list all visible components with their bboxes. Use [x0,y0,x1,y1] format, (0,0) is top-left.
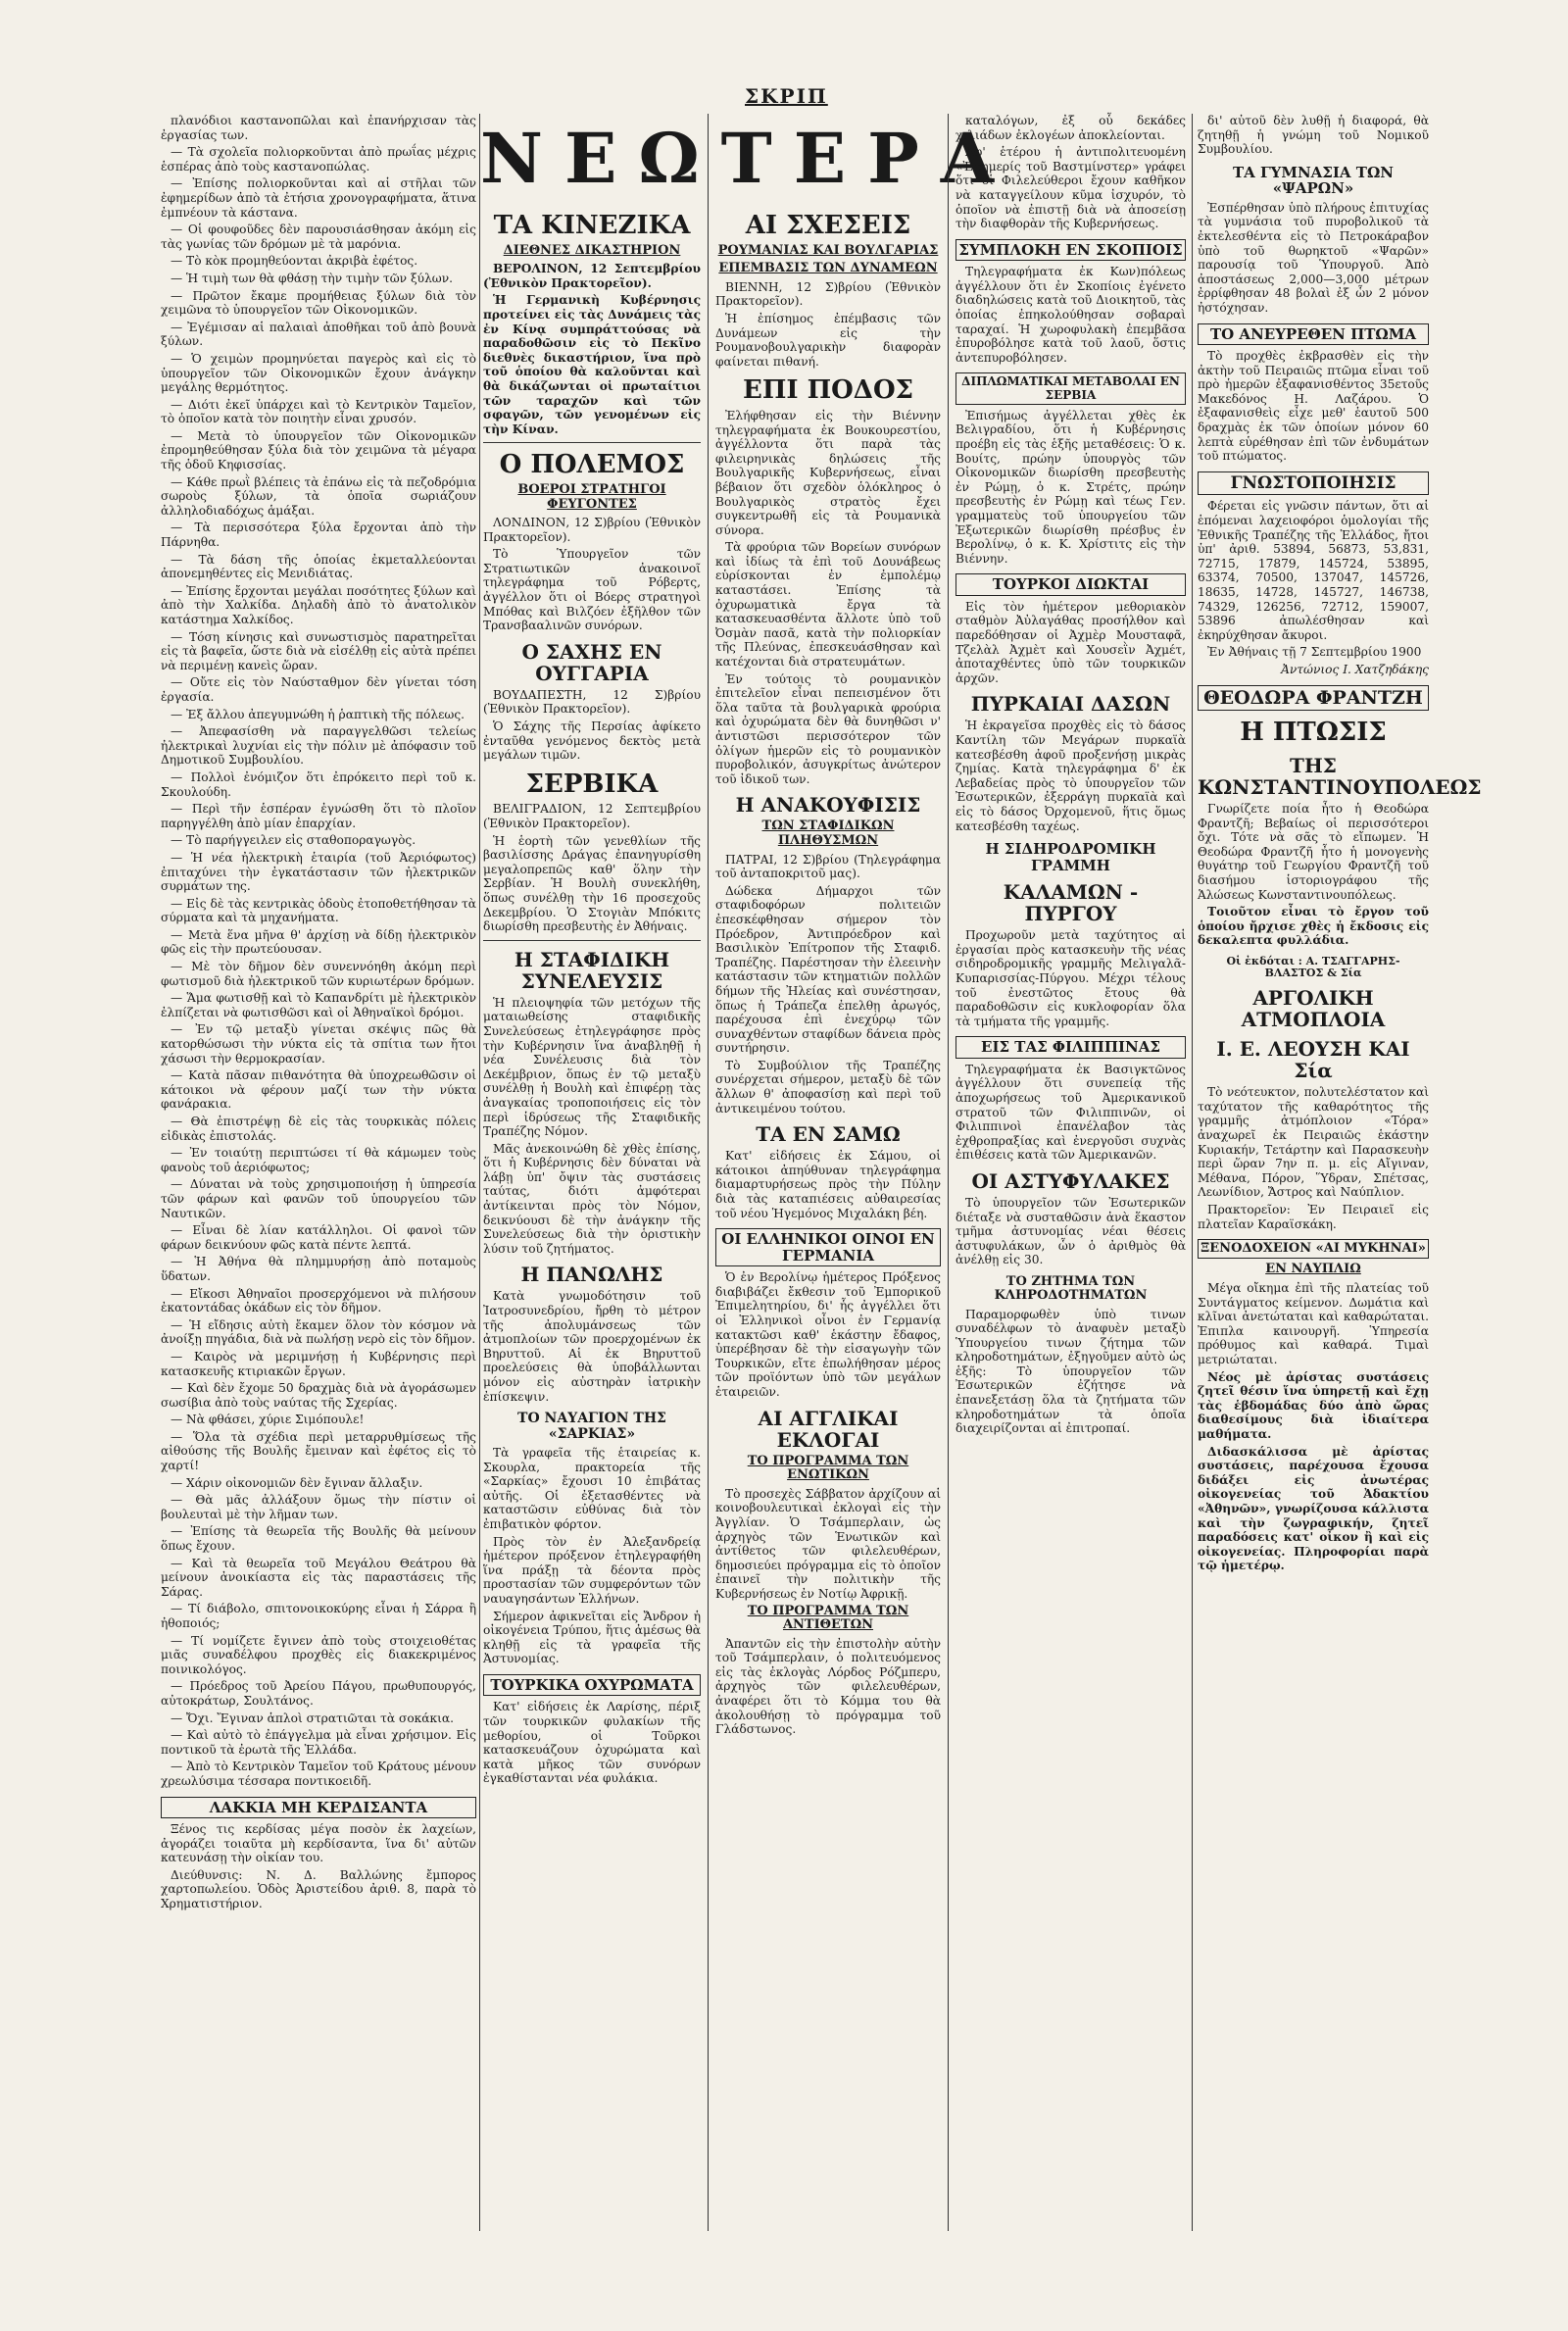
ad-body [161,1822,476,1911]
news-brief: — Θὰ μᾶς ἀλλάξουν ὅμως τὴν πίστιν οἱ βουλευταὶ μὲ τὴν λῆμαν των. [161,1493,476,1521]
article-text: δι' αὐτοῦ δὲν λυθῇ ἡ διαφορά, θὰ ζητηθῇ ἡ γνώμη τοῦ Νομικοῦ Συμβουλίου. [1198,114,1429,157]
news-brief: — Εἶναι δὲ λίαν κατάλληλοι. Οἱ φανοὶ τῶν φάρων δεικνύουν φῶς κατὰ πέντε λεπτά. [161,1223,476,1252]
section-heading: ΟΙ ΑΣΤΥΦΥΛΑΚΕΣ [971,1168,1170,1193]
news-brief: — Εἴκοσι Ἀθηναῖοι προσερχόμενοι νὰ πιλήσουν ἐκατοντάδας ὀκάδων εἰς τὸν δῆμον. [161,1286,476,1315]
news-brief: — Ἐν τῷ μεταξὺ γίνεται σκέψις πῶς θὰ κατορθώσωσι τὴν νύκτα εἰς τὰ σπίτια των ἤτοι χάσωσι τὴν θερμοκρασίαν. [161,1022,476,1066]
section-subheading: ΕΝ ΝΑΥΠΛΙΩ [1265,1262,1361,1277]
section-subheading: ΒΟΕΡΟΙ ΣΤΡΑΤΗΓΟΙ ΦΕΥΓΟΝΤΕΣ [517,481,666,512]
section-heading: ΑΙ ΣΧΕΣΕΙΣ [745,211,911,240]
section-heading: ΤΟ ΑΝΕΥΡΕΘΕΝ ΠΤΩΜΑ [1198,323,1429,346]
article-text: Σήμερον ἀφικνεῖται εἰς Ἄνδρον ἡ οἰκογένεια Τρύπου, ἥτις ἀμέσως θὰ κληθῇ εἰς τὰ γραφεῖα τῆς Ἀστυνομίας. [483,1609,701,1666]
news-brief: — Τί διάβολο, σπιτονοικοκύρης εἶναι ἡ Σάρρα ἢ ἠθοποιός; [161,1602,476,1630]
article-text: Τὸ προχθὲς ἐκβρασθὲν εἰς τὴν ἀκτὴν τοῦ Πειραιῶς πτῶμα εἶναι τοῦ πρὸ ἡμερῶν ἐξαφανισθέντος 35ετοῦς Μακεδόνος Η. Λαζάρου. Ὁ ἐξαφανισθεὶς εἶχε μεθ' ἑαυτοῦ 500 δραχμὰς ἐκ τῶν ὁποίων μόνον 60 λεπτὰ εὑρέθησαν ἐπὶ τῶν ἐνδυμάτων τοῦ πτώματος. [1198,349,1429,464]
section-heading: ΠΥΡΚΑΙΑΙ ΔΑΣΩΝ [970,692,1171,717]
section-heading: ΤΑ ΕΝ ΣΑΜΩ [756,1122,901,1147]
signature: Ἀντώνιος Ι. Χατζηδάκης [1281,663,1429,676]
column-5 [1198,114,1482,2241]
news-brief: — Οὔτε εἰς τὸν Ναύσταθμον δὲν γίνεται τόση ἐργασία. [161,675,476,704]
column-rule [479,114,480,2231]
column-4 [956,114,1186,2241]
news-brief: — Καὶ τὰ θεωρεῖα τοῦ Μεγάλου Θεάτρου θὰ μείνουν ἀνοικίαστα εἰς τὰς παραστάσεις τῆς Σάρας. [161,1556,476,1599]
news-brief: — Ἐπίσης ἔρχονται μεγάλαι ποσότητες ξύλων καὶ ἀπὸ τὴν Χαλκίδα. Δηλαδὴ ἀπὸ τὸ ἀνατολικὸν κατάστημα Χαλκίδος. [161,583,476,626]
section-heading: ΘΕΟΔΩΡΑ ΦΡΑΝΤΖΗ [1198,685,1429,712]
news-brief: πλανόδιοι καστανοπῶλαι καὶ ἐπανήρχισαν τὰς ἐργασίας των. [161,114,476,142]
article-text: Εἰς τὸν ἡμέτερον μεθοριακὸν σταθμὸν Ἀὐλαγάθας προσήλθον καὶ παρεδόθησαν οἱ Ἀχμὲρ Μουσταφᾶ, Τζελὰλ Ἀχμὲτ καὶ Χουσεῒν Ἀχμέτ, ἀποταχθέντες ὑπὸ τῶν τουρκικῶν ἀρχῶν. [956,599,1186,685]
news-brief: — Τὸ κὸκ προμηθεύονται ἀκριβὰ ἐφέτος. [171,254,418,269]
news-brief: — Πρόεδρος τοῦ Ἀρείου Πάγου, πρωθυπουργός, αὐτοκράτωρ, Σουλτάνος. [161,1679,476,1708]
article-text: Τηλεγραφήματα ἐκ Βασιγκτῶνος ἀγγέλλουν ὅτι συνεπείᾳ τῆς ἀποχωρήσεως τοῦ Ἀμερικανικοῦ στρατοῦ τῶν Φιλιππινῶν, οἱ Φιλιππινοὶ ἐπανέλαβον τὰς ἐχθροπραξίας καὶ ἐνεργοῦσι συχνὰς ἐπιθέσεις κατὰ τῶν Ἀμερικανῶν. [956,1062,1186,1163]
article-text: Δώδεκα Δήμαρχοι τῶν σταφιδοφόρων πολιτειῶν ἐπεσκέφθησαν σήμερον τὸν Πρόεδρον, Ἀντιπρόεδρον καὶ Βασιλικὸν Ἐπίτροπον τῆς Σταφιδ. Τραπέζης. Παρέστησαν τὴν ἐλεεινὴν κατάστασιν τῶν κτηματιῶν πολλῶν δήμων τῆς Ἠλείας καὶ συνέστησαν, ὅπως ἡ Τράπεζα ἐπελθῃ ἀρωγός, παρέχουσα ἐπὶ ἐνεχύρῳ τῶν συναχθέντων σταφίδων δάνεια πρὸς συντήρησιν. [715,883,941,1056]
section-heading: ΤΑ ΓΥΜΝΑΣΙΑ ΤΩΝ «ΨΑΡΩΝ» [1232,163,1395,198]
section-subheading: Ι. Ε. ΛΕΟΥΣΗ ΚΑΙ Σία [1216,1037,1410,1083]
news-brief: — Ἡ Ἀθήνα θὰ πλημμυρήσῃ ἀπὸ ποταμοὺς ὕδατων. [161,1255,476,1283]
section-heading: Η ΠΑΝΩΛΗΣ [520,1263,663,1287]
article-text: Ἡ Γερμανικὴ Κυβέρνησις προτείνει εἰς τὰς Δυνάμεις τὰς ἐν Κίνᾳ συμπράττούσας νὰ παραδοθῶσιν εἰς τὸ Πεκῖνο διεθνὲς δικαστήριον, ἵνα πρὸ τοῦ ὁποίου θὰ καλοῦνται καὶ θὰ δικάζωνται οἱ πρωταίτιοι τῶν ταραχῶν καὶ τῶν σφαγῶν, τῶν γενομένων εἰς τὴν Κίναν. [483,293,701,436]
news-brief: — Καὶ αὐτὸ τὸ ἐπάγγελμα μὰ εἶναι χρήσιμον. Εἰς ποντικοῦ τὰ ἐρωτὰ τῆς Ἑλλάδα. [161,1728,476,1757]
column-rule [1192,114,1193,2231]
article-text: Ἡ ἐκραγεῖσα προχθὲς εἰς τὸ δάσος Καντίλη τῶν Μεγάρων πυρκαϊὰ κατεσβέσθη ἀφοῦ προξενήσῃ μικρὰς ζημίας. Κατὰ τηλεγράφημα δ' ἐκ Λεβαδείας πρὸς τὸ ὑπουργεῖον τῶν Ἐσωτερικῶν, ἐξερράγη πυρκαϊὰ καὶ εἰς τὸ δάσος Ὀρχομενοῦ, ἥτις ὅμως κατεσβέσθη ταχέως. [956,719,1186,833]
section-heading: ΣΕΡΒΙΚΑ [525,769,659,799]
section-subheading: ΔΙΕΘΝΕΣ ΔΙΚΑΣΤΗΡΙΟΝ [503,242,681,258]
article-text: Τὰ φρούρια τῶν Βορείων συνόρων καὶ ἰδίως τὰ ἐπὶ τοῦ Δουνάβεως εὑρίσκονται ἐν ἐμπολέμῳ καταστάσει. Ἐπίσης τὰ ὀχυρωματικὰ ἔργα τὰ κατασκευασθέντα ἄλλοτε ὑπὸ τοῦ Ὀσμὰν πασᾶ, κατὰ τὴν πολιορκίαν τῆς Πλεύνας, ἐπεσκευάσθησαν καὶ κατέχονται διὰ στρατευμάτων. [715,540,941,670]
article-text: Ἐσπέρθησαν ὑπὸ πλήρους ἐπιτυχίας τὰ γυμνάσια τοῦ πυροβολικοῦ τὰ ἐκτελεσθέντα εἰς τὸ Πετροκάραβον ὑπὸ τοῦ θωρηκτοῦ «Ψαρῶν» παρουσίᾳ τοῦ Ὑπουργοῦ. Ἀπὸ ἀποστάσεως 2,000—3,000 μέτρων ἐρρίφθησαν 48 βολαὶ ἐξ ὧν 2 μόνον ἠστόχησαν. [1198,200,1429,315]
section-heading: ΤΟΥΡΚΙΚΑ ΟΧΥΡΩΜΑΤΑ [483,1674,701,1697]
section-heading: ΕΠΙ ΠΟΔΟΣ [743,375,913,406]
ad-heading: ΛΑΚΚΙΑ ΜΗ ΚΕΡΔΙΣΑΝΤΑ [161,1797,476,1819]
news-brief: — Τὰ περισσότερα ξύλα ἔρχονται ἀπὸ τὴν Πάρνηθα. [161,521,476,550]
column-2 [483,204,701,2331]
section-heading: ΓΝΩΣΤΟΠΟΙΗΣΙΣ [1198,471,1429,496]
news-brief: — Οἱ φουφοῦδες δὲν παρουσιάσθησαν ἀκόμη εἰς τὰς γωνίας τῶν δρόμων μὲ τὰ μαρόνια. [161,223,476,251]
section-subheading: Η ΠΤΩΣΙΣ [1240,718,1387,748]
section-heading: Ο ΣΑΧΗΣ ΕΝ ΟΥΓΓΑΡΙΑ [521,639,662,685]
article-text: Φέρεται εἰς γνῶσιν πάντων, ὅτι αἱ ἑπόμεναι λαχειοφόροι ὁμολογίαι τῆς Ἐθνικῆς Τραπέζης τῆς Ἑλλάδος, ἤτοι ὑπ' ἀριθ. 53894, 56873, 53,831, 72715, 17879, 145724, 53895, 63374, 70500, 137047, 145726, 18635, 14728, 145727, 146738, 74329, 126256, 72712, 159007, 53896 ἀπωλέσθησαν καὶ ἐκηρύχθησαν ἄκυροι. [1198,499,1429,642]
news-brief: — Ὅλα τὰ σχέδια περὶ μεταρρυθμίσεως τῆς αἰθούσης τῆς Βουλῆς ἔμειναν καὶ ἐφέτος εἰς τὸ χαρτί! [161,1429,476,1473]
news-brief: — Πολλοὶ ἐνόμιζον ὅτι ἐπρόκειτο περὶ τοῦ κ. Σκουλούδη. [161,769,476,799]
article-text: Ἡ ἑορτὴ τῶν γενεθλίων τῆς βασιλίσσης Δράγας ἐπανηγυρίσθη μεγαλοπρεπῶς καθ' ὅλην τὴν Σερβίαν. Ἡ Βουλὴ συνεκλήθη, ὅπως συνέλθῃ τὴν 16 προσεχοῦς Δεκεμβρίου. Ὁ Στογιὰν Μπόκιτς διωρίσθη πρεσβευτὴς ἐν Ἀθήναις. [483,833,701,934]
news-brief: — Καὶ δὲν ἔχομε 50 δραχμὰς διὰ νὰ ἀγοράσωμεν σωσίβια ἀπὸ τοὺς ναύτας τῆς Σχερίας. [161,1381,476,1410]
article-text: Ἐπισήμως ἀγγέλλεται χθὲς ἐκ Βελιγραδίου, ὅτι ἡ Κυβέρνησις προέβη εἰς τὰς ἑξῆς μεταθέσεις: Ὁ κ. Βουίτς, πρώην ὑπουργὸς τῶν Οἰκονομικῶν διωρίσθη πρεσβευτὴς ἐν Ρώμῃ, ὁ κ. Στρέτς, πρώην πρεσβευτὴς ἐν Ρώμῃ καὶ τέως Γεν. γραμματεὺς τοῦ ὑπουργείου τῶν Ἐξωτερικῶν διωρίσθη πρέσβυς ἐν Βερολίνῳ, ὁ κ. Κ. Χρίστιτς εἰς τὴν Βιέννην. [956,408,1186,566]
dateline: ΠΑΤΡΑΙ, 12 Σ)βρίου (Τηλεγράφημα τοῦ ἀνταποκριτοῦ μας). [715,852,941,881]
dateline: ΒΕΛΙΓΡΑΔΙΟΝ, 12 Σεπτεμβρίου (Ἐθνικὸν Πρακτορεῖον). [483,802,701,830]
dateline: ΛΟΝΔΙΝΟΝ, 12 Σ)βρίου (Ἐθνικὸν Πρακτορεῖον). [483,516,701,544]
article-text: Ἐν τούτοις τὸ ρουμανικὸν ἐπιτελεῖον εἶναι πεπεισμένον ὅτι ὅλα ταῦτα τὰ βουλγαρικὰ φρούρια καὶ ὀχυρώματα δὲν θὰ δυνηθῶσι ν' ἀντιστῶσι περισσότερον τῶν ὀλίγων ἡμερῶν εἰς τὸ ρουμανικὸν πυροβολικόν, ἀσυγκρίτως ἀνώτερον τοῦ ἰδικοῦ των. [715,671,941,786]
section-subheading: ΤΩΝ ΣΤΑΦΙΔΙΚΩΝ ΠΛΗΘΥΣΜΩΝ [761,818,895,848]
article-text: Τὸ Συμβούλιον τῆς Τραπέζης συνέρχεται σήμερον, μεταξὺ δὲ τῶν ἄλλων θ' ἀποφασίσῃ καὶ περὶ τοῦ ἀντικειμένου τούτου. [715,1058,941,1116]
article-text: Τὰ γραφεῖα τῆς ἑταιρείας κ. Σκουρλα, πρακτορεία τῆς «Σαρκίας» ἔχουσι 10 ἐπιβάτας αὐτῆς. Οἱ ἐξετασθέντες νὰ καταστῶσιν εὐθύνας διὰ τὸν ἐπιβατικὸν φόρτον. [483,1445,701,1531]
news-brief: — Ἡ τιμὴ των θὰ φθάσῃ τὴν τιμὴν τῶν ξύλων. [171,271,454,285]
news-brief: — Ἡ νέα ἠλεκτρικὴ ἑταιρία (τοῦ Ἀεριόφωτος) ἐπιταχύνει τὴν ἐγκατάστασιν τῶν ἠλεκτρικῶν συρμάτων της. [161,850,476,894]
section-subheading: ΤΟ ΠΡΟΓΡΑΜΜΑ ΤΩΝ ΕΝΩΤΙΚΩΝ [747,1453,909,1483]
news-brief: Διεύθυνσις: Ν. Δ. Βαλλώνης ἔμπορος χαρτοπωλείου. Ὁδὸς Ἀριστείδου ἀριθ. 8, παρὰ τὸ Χρηματιστήριον. [161,1867,476,1910]
article-text: Προχωροῦν μετὰ ταχύτητος αἱ ἐργασίαι πρὸς κατασκευὴν τῆς νέας σιδηροδρομικῆς γραμμῆς Μελιγαλᾶ-Κυπαρισσίας-Πύργου. Μέχρι τέλους τοῦ ἐνεστῶτος ἔτους θὰ παραδοθῶσιν εἰς κυκλοφορίαν ὅλα τὰ τμήματα τῆς γραμμῆς. [956,928,1186,1028]
dateline: ΒΕΡΟΛΙΝΟΝ, 12 Σεπτεμβρίου (Ἐθνικὸν Πρακτορεῖον). [483,262,701,290]
column-rule [948,114,949,2231]
news-brief: — Νὰ φθάσει, χύριε Σιμόπουλε! [171,1413,365,1427]
banner-title: ΝΕΩΤΕΡΑ [480,118,1016,199]
section-heading: ΤΑ ΚΙΝΕΖΙΚΑ [493,211,691,240]
news-brief: — Ἐγέμισαν αἱ παλαιαὶ ἀποθῆκαι τοῦ ἀπὸ βουνὰ ξύλων. [161,320,476,349]
article-text: Πρὸς τὸν ἐν Ἀλεξανδρείᾳ ἡμέτερον πρόξενον ἐτηλεγραφήθη ἵνα πράξῃ τὰ δέοντα πρὸς προστασίαν τῶν συμφερόντων τῶν ναυαγησάντων Ἑλλήνων. [483,1534,701,1606]
news-brief: — Ἐξ ἄλλου ἀπεγυμνώθη ἡ ῥαπτικὴ τῆς πόλεως. [171,707,466,721]
news-brief: — Τὰ δάση τῆς ὁποίας ἐκμεταλλεύονται ἀπονεμηθέντες εἰς Μενιδιάτας. [161,552,476,581]
news-brief: — Μὲ τὸν δῆμον δὲν συνεννόηθη ἀκόμη περὶ φωτισμοῦ διὰ ἠλεκτρικοῦ τῶν κυριωτέρων δρόμων. [161,960,476,988]
news-brief: — Πρῶτον ἔκαμε προμήθειας ξύλων διὰ τὸν χειμῶνα τὸ ὑπουργεῖον τῶν Οἰκονομικῶν. [161,288,476,318]
publisher-line: Οἱ ἐκδόται : Α. ΤΣΑΓΓΑΡΗΣ-ΒΛΑΣΤΟΣ & Σία [1226,955,1400,980]
section-heading: Η ΑΝΑΚΟΥΦΙΣΙΣ [735,793,921,818]
news-brief: — Τί νομίζετε ἔγινεν ἀπὸ τοὺς στοιχειοθέτας μιᾶς συναδέλφου προχθὲς εἰς διακεκριμένος ποινικολόγος. [161,1633,476,1676]
article-text: Κατ' εἰδήσεις ἐκ Σάμου, οἱ κάτοικοι ἀπηύθυναν τηλεγράφημα διαμαρτυρήσεως πρὸς τὴν Πύλην διὰ τὰς καταπιέσεις αὐθαιρεσίας τοῦ νέου Ἡγεμόνος Μιχαλάκη βέη. [715,1149,941,1220]
news-brief: — Ὁ χειμὼν προμηνύεται παγερὸς καὶ εἰς τὸ ὑπουργεῖον τῶν Οἰκονομικῶν ἔχουν ἀνάγκην μεγάλης θερμότητος. [161,351,476,395]
article-text: Παραμορφωθὲν ὑπὸ τινων συναδέλφων τὸ ἀναφυὲν μεταξὺ Ὑπουργείου τινων ζήτημα τῶν κληροδοτημάτων, ἐξηγοῦμεν αὐτὸ ὡς ἑξῆς: Τὸ ὑπουργεῖον τῶν Ἐσωτερικῶν ἐζήτησε νὰ ἐπανεξετάσῃ ὅλα τὰ ζητήματα τῶν κληροδοτημάτων τὰ ὁποῖα διαχειρίζονται αἱ ἐπιτροπαί. [956,1307,1186,1436]
news-brief: — Εἰς δὲ τὰς κεντρικὰς ὁδοὺς ἐτοποθετήθησαν τὰ σύρματα καὶ τὰ μηχανήματα. [161,896,476,925]
column-1 [161,114,476,2241]
section-heading: Ο ΠΟΛΕΜΟΣ [499,450,685,480]
article-text: Κατὰ γνωμοδότησιν τοῦ Ἰατροσυνεδρίου, ἤρθη τὸ μέτρον τῆς ἀπολυμάνσεως τῶν ἀτμοπλοίων τῶν προερχομένων ἐκ Βηρυττοῦ. Αἱ ἐκ Βηρυττοῦ προελεύσεις θὰ ὑποβάλλωνται μόνον εἰς αὐστηρὰν ἰατρικὴν ἐπίσκεψιν. [483,1289,701,1404]
article-text: Ἐν Ἀθήναις τῇ 7 Σεπτεμβρίου 1900 [1207,645,1422,660]
article-text: Μέγα οἴκημα ἐπὶ τῆς πλατείας τοῦ Συντάγματος κείμενον. Δωμάτια καὶ κλῖναι ἀνετώταται καὶ καθαρώταται. Ἐπιπλα καινουργῆ. Ὑπηρεσία πρόθυμος καὶ καθαρά. Τιμαὶ μετριώταται. [1198,1281,1429,1366]
article-text: Κατ' εἰδήσεις ἐκ Λαρίσης, πέριξ τῶν τουρκικῶν φυλακίων τῆς μεθορίου, οἱ Τοῦρκοι κατασκευάζουν ὀχυρώματα καὶ κατὰ μῆκος τῶν συνόρων ἐγκαθίστανται νέα φυλάκια. [483,1700,701,1786]
article-text: Τὸ ὑπουργεῖον τῶν Ἐσωτερικῶν διέταξε νὰ συσταθῶσιν ἀνὰ ἕκαστον τμῆμα ἀστυνομίας νέαι θέσεις ἀστυφυλάκων, ὧν ὁ ἀριθμὸς θὰ ἀνέλθῃ εἰς 30. [956,1195,1186,1267]
news-brief: — Ἐπίσης τὰ θεωρεῖα τῆς Βουλῆς θὰ μείνουν ὅπως ἔχουν. [161,1524,476,1554]
news-brief: — Ἅμα φωτισθῇ καὶ τὸ Καπανδρίτι μὲ ἠλεκτρικὸν ἐλπίζεται νὰ φωτισθῶσι καὶ οἱ Ἀθηναϊκοὶ δρόμοι. [161,991,476,1019]
news-brief: — Ἀπεφασίσθη νὰ παραγγελθῶσι τελείως ἠλεκτρικαὶ λυχνίαι εἰς τὴν πόλιν μὲ ἀπόφασιν τοῦ Δημοτικοῦ Συμβουλίου. [161,724,476,768]
article-text: Διδασκάλισσα μὲ ἀρίστας συστάσεις, παρέχουσα ἔχουσα διδάξει εἰς ἀνωτέρας οἰκογενείας τοῦ Ἀδακτίου «Ἀθηνῶν», γνωρίζουσα κάλλιστα καὶ τὴν ζωγραφικήν, ζητεῖ παραδόσεις κατ' οἶκον ἢ καὶ εἰς οἰκογενείας. Πληροφορίαι παρὰ τῷ ἡμετέρῳ. [1198,1444,1429,1573]
news-brief: — Ἐν τοιαύτῃ περιπτώσει τί θὰ κάμωμεν τοὺς φανοὺς τοῦ ἀεριόφωτος; [161,1146,476,1174]
section-heading: ΣΥΜΠΛΟΚΗ ΕΝ ΣΚΟΠΙΟΙΣ [956,239,1186,262]
section-subheading: ΡΟΥΜΑΝΙΑΣ ΚΑΙ ΒΟΥΛΓΑΡΙΑΣ [717,242,939,258]
divider [483,940,701,941]
news-brief: — Δύναται νὰ τοὺς χρησιμοποιήσῃ ἡ ὑπηρεσία τῶν φάρων καὶ φανῶν τοῦ ὑπουργείου τῶν Ναυτικῶν. [161,1177,476,1220]
news-brief-list [161,114,476,721]
article-text: Ἀπαντῶν εἰς τὴν ἐπιστολὴν αὐτὴν τοῦ Τσάμπερλαιν, ὁ πολιτευόμενος εἰς τὰς ἐκλογὰς Λόρδος Ρόζμπερυ, ἀρχηγὸς τῶν φιλελευθέρων, ἀναφέρει ὅτι τὸ Κόμμα του θὰ ἀκολουθήσῃ τὸ πρόγραμμα τοῦ Γλάδστωνος. [715,1636,941,1737]
news-brief: — Χάριν οἰκονομιῶν δὲν ἔγιναν ἄλλαξιν. [171,1475,423,1490]
masthead: ΣΚΡΙΠ [745,84,828,108]
article-text: Ἡ πλειοψηφία τῶν μετόχων τῆς ματαιωθείσης σταφιδικῆς Συνελεύσεως ἐτηλεγράφησε πρὸς τὴν Κυβέρνησιν ἵνα ἀναβληθῇ ἡ νέα Συνέλευσις διὰ τὸν Δεκέμβριον, ὅπως ἐν τῷ μεταξὺ συνέλθῃ ἡ Βουλὴ καὶ ἐπιφέρῃ τὰς ἀναγκαίας τροποποιήσεις εἰς τὸν περὶ ἱδρύσεως τῆς Σταφιδικῆς Τραπέζης Νόμον. [483,995,701,1139]
news-brief: — Ἀπὸ τὸ Κεντρικὸν Ταμεῖον τοῦ Κράτους μένουν χρεωλύσιμα τέσσαρα ποντικοειδῆ. [161,1760,476,1788]
news-brief: — Περὶ τῆν ἑσπέραν ἐγνώσθη ὅτι τὸ πλοῖον παρηγγέλθη ἀπὸ μίαν ἐπαρχίαν. [161,802,476,830]
news-brief: — Διότι ἐκεῖ ὑπάρχει καὶ τὸ Κεντρικὸν Ταμεῖον, τὸ ὁποῖον κατὰ τὸν ποιητὴν εἶναι χρυσόν. [161,397,476,426]
article-text: Τὸ προσεχὲς Σάββατον ἀρχίζουν αἱ κοινοβουλευτικαὶ ἐκλογαὶ εἰς τὴν Ἀγγλίαν. Ὁ Τσάμπερλαιν, ὡς ἀρχηγὸς τῶν Ἑνωτικῶν καὶ ἀντίθετος τῶν φιλελευθέρων, δημοσιεύει πρόγραμμα εἰς τὸ ὁποῖον ἐπαινεῖ τὴν πολιτικὴν τῆς Κυβερνήσεως ἐν Νοτίῳ Ἀφρικῇ. [715,1486,941,1601]
article-text: Ὁ Σάχης τῆς Περσίας ἀφίκετο ἐνταῦθα γενόμενος δεκτὸς μετὰ μεγάλων τιμῶν. [483,719,701,763]
section-heading: Η ΣΤΑΦΙΔΙΚΗ ΣΥΝΕΛΕΥΣΙΣ [514,947,670,993]
news-brief: — Ὄχι. Ἔγιναν ἁπλοὶ στρατιῶται τὰ σοκάκια. [171,1711,455,1725]
section-heading: ΟΙ ΕΛΛΗΝΙΚΟΙ ΟΙΝΟΙ ΕΝ ΓΕΡΜΑΝΙΑ [715,1228,941,1266]
section-subheading: ΚΑΛΑΜΩΝ - ΠΥΡΓΟΥ [1003,880,1139,926]
section-heading: ΤΟ ΖΗΤΗΜΑ ΤΩΝ ΚΛΗΡΟΔΟΤΗΜΑΤΩΝ [994,1273,1148,1304]
article-text: Τηλεγραφήματα ἐκ Κων)πόλεως ἀγγέλλουν ὅτι ἐν Σκοπίοις ἐγένετο διαδηλώσεις κατὰ τοῦ Διοικητοῦ, τὰς ὁποίας ἐπηκολούθησαν σοβαραὶ ταραχαί. Ἡ χωροφυλακὴ ἐπεμβᾶσα ἐπυροβόλησε κατὰ τοῦ λαοῦ, ὅστις ἀντεπυροβόλησεν. [956,265,1186,365]
news-brief: — Τόση κίνησις καὶ συνωστισμὸς παρατηρεῖται εἰς τὰ βαφεῖα, ὥστε διὰ νὰ εἰσέλθῃ εἰς αὐτὰ πρέπει νὰ περιμένῃ κανεὶς ὥραν. [161,629,476,672]
article-text: Τὸ νεότευκτον, πολυτελέστατον καὶ ταχύτατον τῆς καθαρότητος τῆς γραμμῆς ἀτμόπλοιον «Τόρα» ἀναχωρεῖ ἐκ Πειραιῶς ἑκάστην Κυριακήν, Τετάρτην καὶ Παρασκευὴν περὶ ὥραν 7ην π. μ. εἰς Αἴγιναν, Μέθανα, Πόρον, Ὕδραν, Σπέτσας, Λεωνίδιον, Ἄστρος καὶ Ναύπλιον. [1198,1085,1429,1200]
news-brief: — Μετὰ τὸ ὑπουργεῖον τῶν Οἰκονομικῶν ἐπρομηθεύθησαν ξύλα διὰ τὸν χειμῶνα τὰ μέγαρα τῆς ὁδοῦ Κηφισσίας. [161,428,476,472]
article-text: Ἀφ' ἑτέρου ἡ ἀντιπολιτευομένη «Ἐφημερίς τοῦ Βαστμίνστερ» γράφει ὅτι οἱ Φιλελεύθεροι ἔχουν καθῆκον νὰ καταγγείλουν κῦμα ἰσχυρόν, τὸ ὁποῖον νὰ ἐπιστῇ διὰ νὰ ἀποσείσῃ τὴν διαφθορὰν τῆς Κυβερνήσεως. [956,145,1186,231]
article-text: Ὁ ἐν Βερολίνῳ ἡμέτερος Πρόξενος διαβιβάζει ἔκθεσιν τοῦ Ἐμπορικοῦ Ἐπιμελητηρίου, δι' ἧς ἀγγέλλει ὅτι οἱ Ἑλληνικοὶ οἶνοι ἐν Γερμανίᾳ κατακτῶσι καθ' ἑκάστην ἔδαφος, ὑπερέβησαν δὲ τὴν εἰσαγωγὴν τῶν Τουρκικῶν, εἴτε ἐπωλήθησαν μέρος τῶν προϊόντων ὑπὸ τῶν μεγάλων ἑταιρειῶν. [715,1270,941,1399]
news-brief: — Ἡ εἴδησις αὐτὴ ἔκαμεν ὅλον τὸν κόσμον νὰ ἀνοίξῃ πηγάδια, διὰ νὰ πωλήσῃ νερὸ εἰς τὸν δῆμον. [161,1317,476,1347]
article-text: Ἡ ἐπίσημος ἐπέμβασις τῶν Δυνάμεων εἰς τὴν Ρουμανοβουλγαρικὴν διαφορὰν φαίνεται πιθανή. [715,311,941,369]
article-text: καταλόγων, ἐξ οὗ δεκάδες χιλιάδων ἐκλογέων ἀποκλείονται. [956,114,1186,142]
column-3 [715,204,941,2331]
section-heading: Η ΣΙΔΗΡΟΔΡΟΜΙΚΗ ΓΡΑΜΜΗ [985,840,1156,874]
news-brief: — Ἐπίσης πολιορκοῦνται καὶ αἱ στῆλαι τῶν ἐφημερίδων ἀπὸ τὰ ἐτήσια χρονογραφήματα, ἅτινα ἐμπνέουν τὰ κάστανα. [161,176,476,220]
article-text: Γνωρίζετε ποία ἦτο ἡ Θεοδώρα Φραντζῆ; Βεβαίως οἱ περισσότεροι ὄχι. Τότε νὰ σᾶς τὸ εἴπωμεν. Ἡ Θεοδώρα Φραντζῆ ἦτο ἡ μονογενὴς θυγάτηρ τοῦ Γεωργίου Φραντζῆ τοῦ διασήμου ἱστοριογράφου τῆς Ἁλώσεως Κωνσταντινουπόλεως. [1198,802,1429,902]
article-text: Μᾶς ἀνεκοινώθη δὲ χθὲς ἐπίσης, ὅτι ἡ Κυβέρνησις δὲν δύναται νὰ λάβῃ ὑπ' ὄψιν τὰς συστάσεις ταύτας, διότι ἀμφότεραι ἀντίκεινται πρὸς τὸν Νόμον, δεικνύουσι δὲ τὴν ἀνάγκην τῆς Συνελεύσεως διὰ τὴν ὁριστικὴν λύσιν τοῦ ζητήματος. [483,1141,701,1256]
section-subheading: ΤΟ ΠΡΟΓΡΑΜΜΑ ΤΩΝ ΑΝΤΙΘΕΤΩΝ [747,1603,909,1633]
news-brief: — Τὸ παρήγγειλεν εἰς σταθοποραγωγὸς. [171,833,416,848]
section-subheading: ΕΠΕΜΒΑΣΙΣ ΤΩΝ ΔΥΝΑΜΕΩΝ [718,261,938,276]
dateline: ΒΙΕΝΝΗ, 12 Σ)βρίου (Ἐθνικὸν Πρακτορεῖον). [715,279,941,309]
section-heading: ΔΙΠΛΩΜΑΤΙΚΑΙ ΜΕΤΑΒΟΛΑΙ ΕΝ ΣΕΡΒΙΑ [956,372,1186,404]
news-brief: — Κατὰ πᾶσαν πιθανότητα θὰ ὑποχρεωθῶσιν οἱ κάτοικοι νὰ φέρουν μαζί των τὴν νύκτα φανάρακια. [161,1068,476,1112]
section-heading: ΕΙΣ ΤΑΣ ΦΙΛΙΠΠΙΝΑΣ [956,1036,1186,1059]
section-subheading: ΤΗΣ ΚΩΝΣΤΑΝΤΙΝΟΥΠΟΛΕΩΣ [1198,754,1482,800]
news-brief: — Τὰ σχολεῖα πολιορκοῦνται ἀπὸ πρωΐας μέχρις ἑσπέρας ἀπὸ τοὺς καστανοπώλας. [161,145,476,174]
column-rule [708,114,709,2231]
news-brief: Ξένος τις κερδίσας μέγα ποσὸν ἐκ λαχείων, ἀγοράζει τοιαῦτα μὴ κερδίσαντα, ἵνα δι' αὐτῶν κατευνάσῃ τὴν οἰκίαν του. [161,1822,476,1865]
article-text: Τὸ Ὑπουργεῖον τῶν Στρατιωτικῶν ἀνακοινοῖ τηλεγράφημα τοῦ Ρόβερτς, ἀγγέλλον ὅτι οἱ Βόερς στρατηγοὶ Μπόθας καὶ Βιλζόεν ἐξῆλθον τῶν Τρανσβααλινῶν συνόρων. [483,547,701,633]
divider [483,442,701,443]
article-text: Τοιοῦτον εἶναι τὸ ἔργον τοῦ ὁποίου ἤρχισε χθὲς ἡ ἔκδοσις εἰς δεκαλεπτα φυλλάδια. [1198,905,1429,948]
section-heading: ΞΕΝΟΔΟΧΕΙΟΝ «ΑΙ ΜΥΚΗΝΑΙ» [1198,1239,1429,1259]
article-text: Πρακτορεῖον: Ἐν Πειραιεῖ εἰς πλατεῖαν Καραϊσκάκη. [1198,1202,1429,1231]
section-heading: ΤΟΥΡΚΟΙ ΔΙΩΚΤΑΙ [956,573,1186,596]
section-heading: ΑΙ ΑΓΓΛΙΚΑΙ ΕΚΛΟΓΑΙ [758,1406,899,1452]
section-heading: ΑΡΓΟΛΙΚΗ ΑΤΜΟΠΛΟΙΑ [1241,986,1386,1032]
news-brief-list [161,724,476,1788]
news-brief: — Θὰ ἐπιστρέψῃ δὲ εἰς τὰς τουρκικὰς πόλεις εἰδικὰς ἐπιστολάς. [161,1115,476,1143]
article-text: Ἐλήφθησαν εἰς τὴν Βιέννην τηλεγραφήματα ἐκ Βουκουρεστίου, ἀγγέλλοντα ὅτι παρὰ τὰς φιλειρηνικὰς δηλώσεις τῆς Βουλγαρικῆς Κυβερνήσεως, εἶναι βέβαιον ὅτι σχεδὸν ὁλόκληρος ὁ Βουλγαρικὸς στρατὸς ἔχει συγκεντρωθῆ εἰς τὰ Ρουμανικὰ σύνορα. [715,408,941,537]
news-brief: — Μετὰ ἕνα μῆνα θ' ἀρχίσῃ νὰ δίδῃ ἠλεκτρικὸν φῶς εἰς τὴν πρωτεύουσαν. [161,927,476,957]
dateline: ΒΟΥΔΑΠΕΣΤΗ, 12 Σ)βρίου (Ἐθνικὸν Πρακτορεῖον). [483,687,701,717]
news-brief: — Κάθε πρωῒ βλέπεις τὰ ἐπάνω εἰς τὰ πεζοδρόμια σωροὺς ξύλων, τὰ ὁποῖα σωριάζουν ἀλληλοδιαδόχως ἁμάξαι. [161,474,476,518]
article-text: Νέος μὲ ἀρίστας συστάσεις ζητεῖ θέσιν ἵνα ὑπηρετῇ καὶ ἔχῃ τὰς ἑβδομάδας δύο ἀπὸ ὥρας διαθεσίμους διὰ ἰδιαίτερα μαθήματα. [1198,1369,1429,1441]
news-brief: — Καιρὸς νὰ μεριμνήσῃ ἡ Κυβέρνησις περὶ κατασκευῆς κτιριακῶν ἔργων. [161,1349,476,1378]
section-heading: ΤΟ ΝΑΥΑΓΙΟΝ ΤΗΣ «ΣΑΡΚΙΑΣ» [517,1411,666,1442]
